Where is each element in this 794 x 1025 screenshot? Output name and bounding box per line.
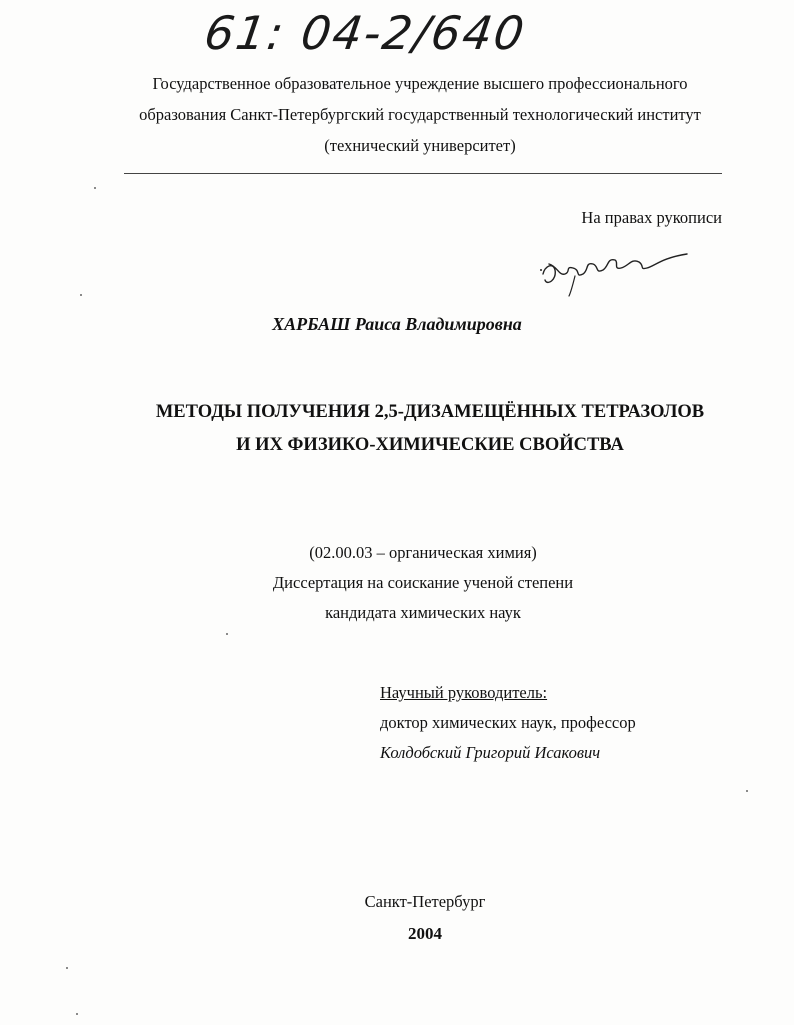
specialty-block	[0, 538, 794, 628]
title-line-2: И ИХ ФИЗИКО-ХИМИЧЕСКИЕ СВОЙСТВА	[236, 435, 624, 455]
header-divider	[124, 173, 722, 174]
specialty-code: (02.00.03 – органическая химия)	[309, 543, 537, 562]
scan-speck	[76, 1013, 78, 1015]
scan-speck	[746, 790, 748, 792]
scan-speck	[80, 294, 82, 296]
manuscript-note: На правах рукописи	[581, 208, 722, 227]
supervisor-credentials: доктор химических наук, профессор	[380, 713, 636, 732]
institution-line-3: (технический университет)	[324, 136, 516, 155]
supervisor-heading: Научный руководитель:	[380, 683, 548, 702]
title-line-1: МЕТОДЫ ПОЛУЧЕНИЯ 2,5-ДИЗАМЕЩЁННЫХ ТЕТРАЗОЛОВ	[155, 402, 705, 422]
catalog-number: 61: 04-2/640	[201, 6, 530, 60]
degree-line-2: кандидата химических наук	[325, 603, 521, 622]
scan-speck	[226, 633, 228, 635]
dissertation-title	[60, 396, 794, 462]
degree-line-1: Диссертация на соискание ученой степени	[272, 573, 574, 592]
author-name: ХАРБАШ Раиса Владимировна	[272, 314, 522, 334]
institution-line-2: образования Санкт-Петербургский государственный технологический институт	[139, 105, 701, 124]
city: Санкт-Петербург	[364, 892, 486, 911]
institution-line-1: Государственное образовательное учреждение высшего профессионального	[152, 74, 688, 93]
scan-speck	[66, 967, 68, 969]
supervisor-name: Колдобский Григорий Исакович	[380, 743, 601, 762]
supervisor-block	[380, 678, 636, 768]
year: 2004	[408, 924, 442, 943]
author-signature	[535, 240, 695, 300]
institution-block	[90, 68, 750, 161]
scan-speck	[94, 187, 96, 189]
